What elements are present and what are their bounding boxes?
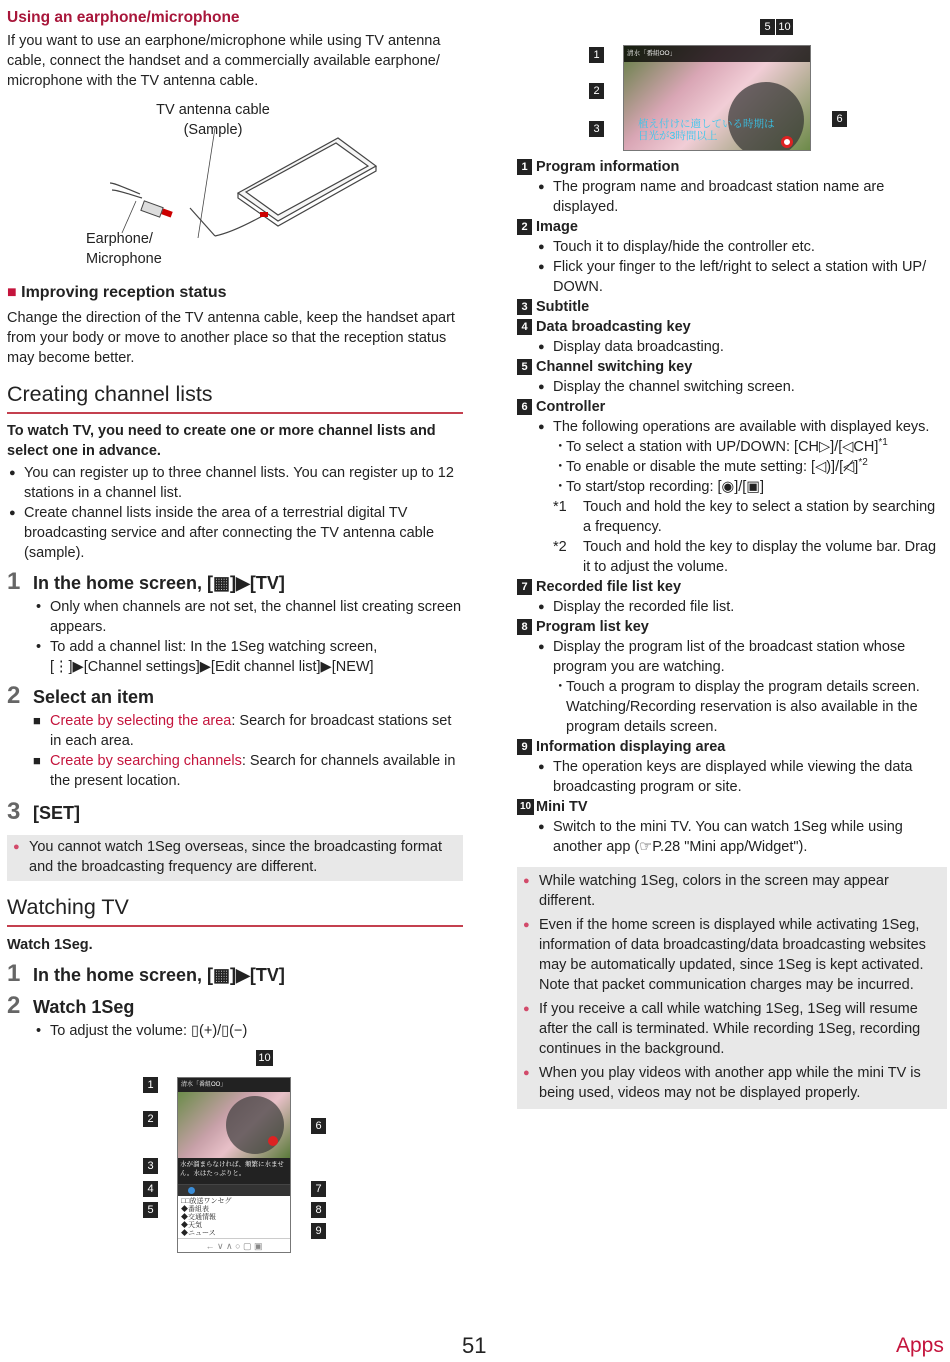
footnote-mark: *2 bbox=[553, 539, 567, 555]
left-column bbox=[7, 8, 463, 91]
callout-3: 3 bbox=[589, 121, 604, 137]
legend-bullet bbox=[517, 637, 947, 677]
watch-step-2 bbox=[7, 992, 463, 1019]
legend-bullet bbox=[517, 757, 947, 797]
legend-line-text: Switch to the mini TV. You can watch 1Seg while using another app (☞P.28 "Mini app/Widget"). bbox=[553, 819, 903, 855]
area-option-text: : Search for broadcast stations set in each area. bbox=[50, 713, 452, 749]
note-item: ● If you receive a call while watching 1Seg, 1Seg will resume after the call is terminated. While recording 1Seg, recording continues in the background. bbox=[523, 999, 941, 1059]
small-list-item: ◆天気 bbox=[181, 1222, 202, 1229]
legend-key: 8 bbox=[517, 619, 532, 635]
small-list bbox=[178, 1196, 290, 1240]
legend-line-text: To select a station with UP/DOWN: [CH▷]/[◁CH] bbox=[566, 439, 879, 455]
legend-item-title bbox=[517, 317, 947, 337]
callout-9: 9 bbox=[311, 1223, 326, 1239]
note-item: ● While watching 1Seg, colors in the screen may appear different. bbox=[523, 871, 941, 911]
legend-item-title bbox=[517, 297, 947, 317]
channel-lists-intro: To watch TV, you need to create one or more channel lists and select one in advance. bbox=[7, 423, 436, 459]
section-label: Apps bbox=[896, 1334, 944, 1357]
step-number: 2 bbox=[7, 682, 21, 709]
small-list-item: ◆ニュース bbox=[181, 1230, 216, 1237]
note-item: ● Even if the home screen is displayed while activating 1Seg, information of data broadcasting/data broadcasting websites may be automatically updated, since 1Seg is kept activated. Note that packet communication charges may be incurred. bbox=[523, 915, 941, 995]
legend-bullet bbox=[517, 597, 947, 617]
large-top-text: 清水「番組OO」 bbox=[627, 50, 677, 57]
legend-item-title bbox=[517, 397, 947, 417]
legend-item-title bbox=[517, 157, 947, 177]
legend-bullet bbox=[517, 257, 947, 297]
legend-item-title bbox=[517, 357, 947, 377]
callout-2: 2 bbox=[143, 1111, 158, 1127]
right-column bbox=[517, 157, 947, 1109]
note-item: ● You cannot watch 1Seg overseas, since the broadcasting format and the broadcasting frequency are different. bbox=[13, 837, 457, 877]
small-image bbox=[178, 1092, 290, 1158]
channel-bullet: ● Create channel lists inside the area of a terrestrial digital TV broadcasting service and after connecting the TV antenna cable (sample). bbox=[7, 503, 463, 563]
large-record-icon bbox=[781, 136, 793, 148]
callout-7: 7 bbox=[311, 1181, 326, 1197]
watch-step-1-text: In the home screen, [▦]▶[TV] bbox=[33, 965, 285, 985]
legend-item-title bbox=[517, 797, 947, 817]
legend-line-text: Touch and hold the key to display the volume bar. Drag it to adjust the volume. bbox=[583, 539, 937, 575]
small-top-text: 清水「番組OO」 bbox=[181, 1082, 227, 1088]
callout-6: 6 bbox=[311, 1118, 326, 1134]
earphone-text: If you want to use an earphone/microphone while using TV antenna cable, connect the handset and a commercially available earphone/ microphone with the TV antenna cable. bbox=[7, 33, 441, 89]
legend-title-text: Subtitle bbox=[536, 299, 590, 315]
step-number: 3 bbox=[7, 798, 21, 825]
area-option bbox=[7, 711, 463, 751]
legend-key: 3 bbox=[517, 299, 532, 315]
legend-subitem bbox=[517, 477, 947, 497]
legend-bullet bbox=[517, 377, 947, 397]
watching-intro: Watch 1Seg. bbox=[7, 937, 93, 953]
legend-line-text: To enable or disable the mute setting: [◁)]/[◁̸] bbox=[566, 459, 859, 475]
large-subtitle-line1: 植え付けに適している時期は bbox=[638, 118, 775, 130]
callout-1: 1 bbox=[589, 47, 604, 63]
legend-item-title bbox=[517, 737, 947, 757]
legend-item-title bbox=[517, 577, 947, 597]
label-earphone bbox=[86, 229, 162, 269]
watching-title: Watching TV bbox=[7, 893, 463, 927]
legend-footnote bbox=[517, 537, 947, 577]
small-list-item: ◆交通情報 bbox=[181, 1214, 216, 1221]
small-subtitle: 水が溜まらなければ、頫繁に水ません。水はたっぷりと。 bbox=[178, 1158, 290, 1184]
legend-line-text: The following operations are available with displayed keys. bbox=[553, 419, 930, 435]
legend-line-text: Display the recorded file list. bbox=[553, 599, 735, 615]
watch-step-2-text: Watch 1Seg bbox=[33, 997, 135, 1017]
legend-key: 10 bbox=[517, 799, 534, 815]
reception-title-text: Improving reception status bbox=[21, 284, 227, 301]
watch-step-2-sub: • To adjust the volume: ▯(+)/▯(−) bbox=[7, 1021, 463, 1041]
step-number: 1 bbox=[7, 960, 21, 987]
legend-subitem bbox=[517, 677, 947, 737]
callout-8: 8 bbox=[311, 1202, 326, 1218]
search-option-text: : Search for channels available in the present location. bbox=[50, 753, 456, 789]
legend-title-text: Channel switching key bbox=[536, 359, 693, 375]
legend-bullet bbox=[517, 337, 947, 357]
record-icon bbox=[268, 1136, 278, 1146]
legend-bullet bbox=[517, 817, 947, 857]
label-cable bbox=[152, 100, 274, 140]
legend-line-text: To start/stop recording: [◉]/[▣] bbox=[566, 479, 765, 495]
channel-step-1-sub: • Only when channels are not set, the channel list creating screen appears. bbox=[7, 597, 463, 637]
antenna-cable bbox=[215, 214, 266, 236]
square-icon: ■ bbox=[7, 284, 17, 301]
channel-lists-title: Creating channel lists bbox=[7, 380, 463, 414]
channel-step-1 bbox=[7, 568, 463, 595]
callout-6: 6 bbox=[832, 111, 847, 127]
small-top-bar bbox=[178, 1078, 290, 1092]
step-number: 1 bbox=[7, 568, 21, 595]
note-item: ● When you play videos with another app while the mini TV is being used, videos may not be displayed properly. bbox=[523, 1063, 941, 1103]
legend-subitem bbox=[517, 437, 947, 457]
step-number: 2 bbox=[7, 992, 21, 1019]
legend-key: 6 bbox=[517, 399, 532, 415]
callout-1: 1 bbox=[143, 1077, 158, 1093]
reception-title bbox=[7, 283, 463, 303]
legend-bullet bbox=[517, 177, 947, 217]
label-cable-line1: TV antenna cable bbox=[156, 102, 270, 118]
callout-10: 10 bbox=[776, 19, 793, 35]
legend-title-text: Program information bbox=[536, 159, 680, 175]
legend-title-text: Image bbox=[536, 219, 578, 235]
search-option-link[interactable]: Create by searching channels bbox=[50, 753, 242, 769]
footnote-mark: *1 bbox=[553, 499, 567, 515]
callout-2: 2 bbox=[589, 83, 604, 99]
legend-key: 2 bbox=[517, 219, 532, 235]
legend-subitem bbox=[517, 457, 947, 477]
earphone-title: Using an earphone/microphone bbox=[7, 9, 240, 26]
phone-image bbox=[238, 138, 376, 226]
search-option bbox=[7, 751, 463, 791]
legend-item-title bbox=[517, 217, 947, 237]
right-notes bbox=[517, 867, 947, 1109]
footnote-ref: *2 bbox=[858, 457, 868, 469]
legend-line-text: Touch and hold the key to select a station by searching a frequency. bbox=[583, 499, 936, 535]
legend-key: 4 bbox=[517, 319, 532, 335]
legend-title-text: Information displaying area bbox=[536, 739, 726, 755]
legend-line-text: Flick your finger to the left/right to select a station with UP/ DOWN. bbox=[553, 259, 927, 295]
channel-step-3 bbox=[7, 798, 463, 825]
legend-line-text: Display data broadcasting. bbox=[553, 339, 724, 355]
large-screen bbox=[623, 45, 811, 151]
channel-step-1-sub: • To add a channel list: In the 1Seg watching screen, [⋮]▶[Channel settings]▶[Edit channel list]▶[NEW] bbox=[7, 637, 463, 677]
legend-title-text: Controller bbox=[536, 399, 606, 415]
legend-item-title bbox=[517, 617, 947, 637]
small-keybar bbox=[178, 1184, 290, 1196]
legend-line-text: Touch a program to display the program details screen. Watching/Recording reservation is also available in the program details screen. bbox=[566, 679, 920, 735]
data-broadcast-icon[interactable] bbox=[188, 1187, 195, 1194]
callout-3: 3 bbox=[143, 1158, 158, 1174]
large-top-bar bbox=[624, 46, 810, 62]
small-screen bbox=[177, 1077, 291, 1253]
legend-line-text: Display the channel switching screen. bbox=[553, 379, 795, 395]
legend-bullet bbox=[517, 417, 947, 437]
reception-section bbox=[7, 283, 463, 1041]
channel-step-1-text: In the home screen, [▦]▶[TV] bbox=[33, 573, 285, 593]
page-number: 51 bbox=[462, 1333, 487, 1358]
small-navbar: ← ∨ ∧ ○ ▢ ▣ bbox=[178, 1238, 290, 1252]
legend-key: 7 bbox=[517, 579, 532, 595]
label-earphone-line1: Earphone/ bbox=[86, 231, 153, 247]
legend-bullet bbox=[517, 237, 947, 257]
large-subtitle-line2: 日光が3時間以上 bbox=[638, 130, 718, 142]
callout-5: 5 bbox=[143, 1202, 158, 1218]
area-option-link[interactable]: Create by selecting the area bbox=[50, 713, 232, 729]
channel-bullet: ● You can register up to three channel lists. You can register up to 12 stations in a channel list. bbox=[7, 463, 463, 503]
legend-line-text: The operation keys are displayed while viewing the data broadcasting program or site. bbox=[553, 759, 913, 795]
legend-title-text: Data broadcasting key bbox=[536, 319, 691, 335]
callout-5: 5 bbox=[760, 19, 775, 35]
legend-key: 5 bbox=[517, 359, 532, 375]
channel-step-3-text: [SET] bbox=[33, 803, 80, 823]
legend-title-text: Recorded file list key bbox=[536, 579, 682, 595]
small-list-item: ◆番組表 bbox=[181, 1206, 209, 1213]
legend-title-text: Program list key bbox=[536, 619, 649, 635]
reception-text: Change the direction of the TV antenna cable, keep the handset apart from your body or move to another place so that the reception status may become better. bbox=[7, 310, 455, 366]
legend-key: 9 bbox=[517, 739, 532, 755]
legend-line-text: Display the program list of the broadcast station whose program you are watching. bbox=[553, 639, 906, 675]
legend-line-text: The program name and broadcast station name are displayed. bbox=[553, 179, 885, 215]
overseas-note bbox=[7, 835, 463, 881]
large-subtitle bbox=[638, 118, 775, 142]
channel-step-2-text: Select an item bbox=[33, 687, 155, 707]
legend-key: 1 bbox=[517, 159, 532, 175]
legend-line-text: Touch it to display/hide the controller etc. bbox=[553, 239, 815, 255]
channel-step-2 bbox=[7, 682, 463, 709]
callout-10: 10 bbox=[256, 1050, 273, 1066]
footnote-ref: *1 bbox=[878, 437, 888, 449]
label-earphone-line2: Microphone bbox=[86, 251, 162, 267]
legend-footnote bbox=[517, 497, 947, 537]
label-cable-line2: (Sample) bbox=[183, 122, 243, 138]
small-list-item: □□放送ワンセグ bbox=[181, 1198, 232, 1205]
legend-items bbox=[517, 157, 947, 857]
callout-4: 4 bbox=[143, 1181, 158, 1197]
legend-title-text: Mini TV bbox=[536, 799, 588, 815]
watch-step-1 bbox=[7, 960, 463, 987]
